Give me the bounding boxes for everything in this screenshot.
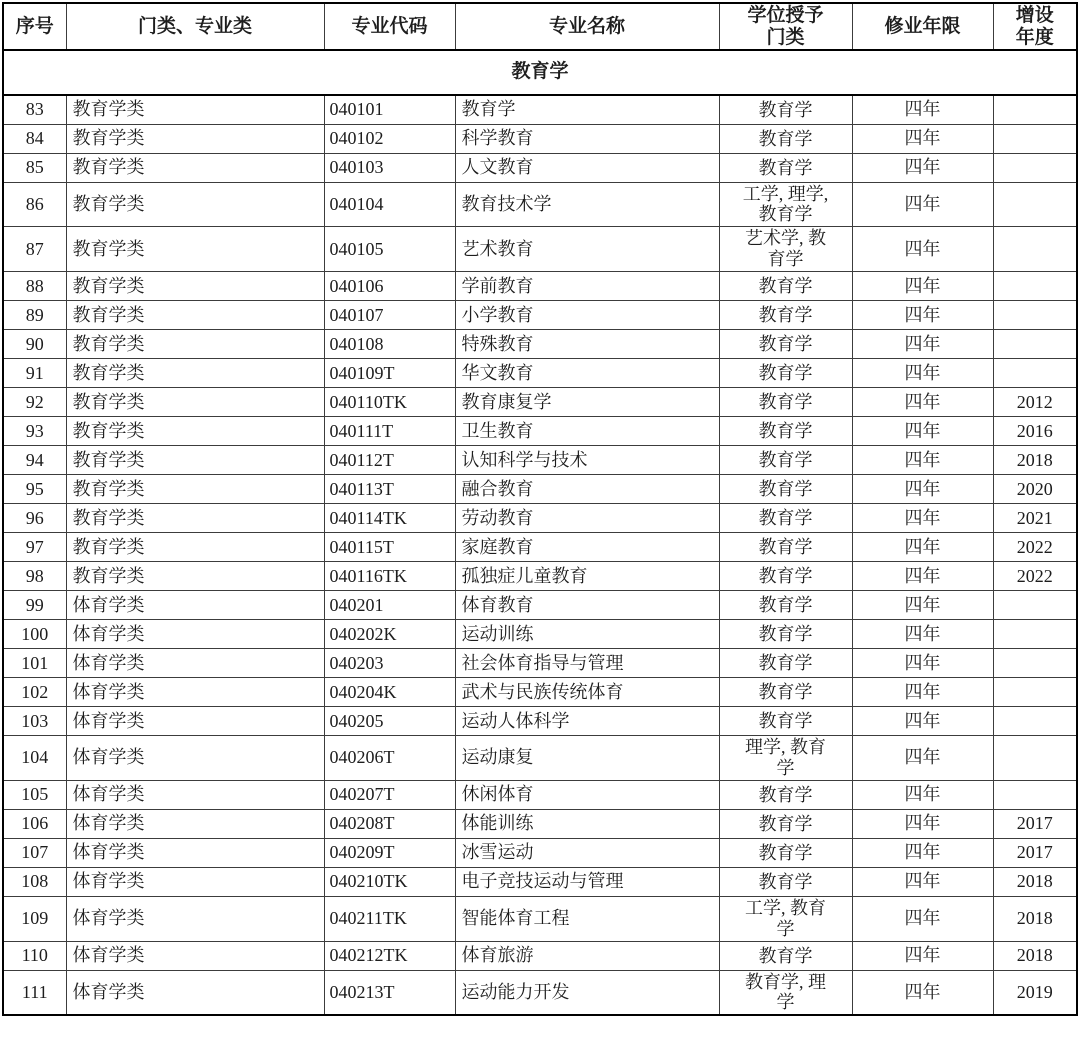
- cell-code: 040206T: [324, 736, 455, 781]
- cell-seq: 99: [3, 591, 66, 620]
- table-row: [3, 591, 1077, 620]
- table-row: [3, 838, 1077, 867]
- cell-duration: 四年: [852, 475, 993, 504]
- cell-major-name: 卫生教育: [455, 417, 719, 446]
- cell-category: 教育学类: [66, 330, 324, 359]
- cell-seq: 86: [3, 182, 66, 227]
- cell-seq: 110: [3, 941, 66, 970]
- cell-degree-category: [719, 475, 852, 504]
- degree-text: 教育学: [758, 537, 813, 558]
- cell-major-name: 孤独症儿童教育: [455, 562, 719, 591]
- table-row: [3, 504, 1077, 533]
- cell-duration: 四年: [852, 736, 993, 781]
- cell-category: 体育学类: [66, 649, 324, 678]
- cell-major-name: 运动能力开发: [455, 970, 719, 1015]
- cell-seq: 108: [3, 867, 66, 896]
- cell-year-added: 2018: [993, 941, 1077, 970]
- cell-major-name: 智能体育工程: [455, 896, 719, 941]
- cell-code: 040204K: [324, 678, 455, 707]
- column-header-degree: [719, 3, 852, 50]
- cell-major-name: 人文教育: [455, 153, 719, 182]
- cell-degree-category: [719, 330, 852, 359]
- cell-degree-category: [719, 707, 852, 736]
- cell-major-name: 体能训练: [455, 809, 719, 838]
- cell-year-added: [993, 678, 1077, 707]
- cell-code: 040202K: [324, 620, 455, 649]
- cell-category: 体育学类: [66, 678, 324, 707]
- cell-category: 体育学类: [66, 780, 324, 809]
- cell-year-added: 2016: [993, 417, 1077, 446]
- cell-year-added: [993, 227, 1077, 272]
- degree-text: 教育学: [758, 421, 813, 442]
- cell-code: 040212TK: [324, 941, 455, 970]
- cell-duration: 四年: [852, 417, 993, 446]
- cell-year-added: 2022: [993, 533, 1077, 562]
- cell-duration: 四年: [852, 504, 993, 533]
- table-body: [3, 50, 1077, 1015]
- cell-category: 教育学类: [66, 388, 324, 417]
- degree-text: 教育学: [758, 711, 813, 732]
- cell-seq: 109: [3, 896, 66, 941]
- cell-code: 040113T: [324, 475, 455, 504]
- cell-category: 体育学类: [66, 591, 324, 620]
- column-header-year-added-label: 增设年度: [1015, 4, 1054, 48]
- cell-code: 040205: [324, 707, 455, 736]
- majors-table: [2, 2, 1078, 1016]
- cell-seq: 98: [3, 562, 66, 591]
- cell-seq: 102: [3, 678, 66, 707]
- cell-major-name: 科学教育: [455, 124, 719, 153]
- cell-degree-category: [719, 153, 852, 182]
- cell-code: 040108: [324, 330, 455, 359]
- cell-category: 教育学类: [66, 124, 324, 153]
- cell-seq: 104: [3, 736, 66, 781]
- degree-text: 教育学: [758, 450, 813, 471]
- cell-seq: 87: [3, 227, 66, 272]
- cell-code: 040102: [324, 124, 455, 153]
- table-row: [3, 896, 1077, 941]
- cell-code: 040208T: [324, 809, 455, 838]
- cell-major-name: 电子竞技运动与管理: [455, 867, 719, 896]
- section-header-row: [3, 50, 1077, 95]
- cell-year-added: 2012: [993, 388, 1077, 417]
- degree-text: 教育学: [758, 566, 813, 587]
- cell-seq: 111: [3, 970, 66, 1015]
- degree-text: 教育学, 理学: [744, 971, 826, 1013]
- cell-degree-category: [719, 562, 852, 591]
- cell-year-added: [993, 182, 1077, 227]
- cell-major-name: 家庭教育: [455, 533, 719, 562]
- degree-text: 教育学: [758, 305, 813, 326]
- cell-category: 教育学类: [66, 301, 324, 330]
- cell-seq: 96: [3, 504, 66, 533]
- cell-degree-category: [719, 809, 852, 838]
- cell-duration: 四年: [852, 95, 993, 124]
- cell-degree-category: [719, 182, 852, 227]
- degree-text: 教育学: [758, 682, 813, 703]
- cell-major-name: 运动训练: [455, 620, 719, 649]
- cell-duration: 四年: [852, 153, 993, 182]
- cell-category: 体育学类: [66, 941, 324, 970]
- table-row: [3, 941, 1077, 970]
- cell-major-name: 融合教育: [455, 475, 719, 504]
- cell-year-added: [993, 591, 1077, 620]
- degree-text: 教育学: [758, 785, 813, 806]
- cell-duration: 四年: [852, 562, 993, 591]
- cell-seq: 107: [3, 838, 66, 867]
- cell-major-name: 社会体育指导与管理: [455, 649, 719, 678]
- cell-year-added: 2017: [993, 838, 1077, 867]
- cell-year-added: 2021: [993, 504, 1077, 533]
- cell-major-name: 运动人体科学: [455, 707, 719, 736]
- cell-seq: 91: [3, 359, 66, 388]
- cell-code: 040112T: [324, 446, 455, 475]
- cell-category: 体育学类: [66, 620, 324, 649]
- cell-major-name: 学前教育: [455, 272, 719, 301]
- cell-duration: 四年: [852, 838, 993, 867]
- cell-year-added: [993, 649, 1077, 678]
- table-row: [3, 562, 1077, 591]
- cell-year-added: [993, 272, 1077, 301]
- table-row: [3, 301, 1077, 330]
- table-row: [3, 153, 1077, 182]
- degree-text: 教育学: [758, 624, 813, 645]
- degree-text: 教育学: [758, 595, 813, 616]
- table-row: [3, 330, 1077, 359]
- cell-year-added: 2020: [993, 475, 1077, 504]
- cell-seq: 106: [3, 809, 66, 838]
- cell-category: 体育学类: [66, 970, 324, 1015]
- cell-major-name: 特殊教育: [455, 330, 719, 359]
- cell-duration: 四年: [852, 533, 993, 562]
- cell-degree-category: [719, 736, 852, 781]
- cell-major-name: 教育康复学: [455, 388, 719, 417]
- cell-year-added: [993, 330, 1077, 359]
- cell-degree-category: [719, 533, 852, 562]
- cell-seq: 93: [3, 417, 66, 446]
- degree-text: 工学, 教育学: [744, 897, 826, 939]
- cell-seq: 85: [3, 153, 66, 182]
- cell-duration: 四年: [852, 970, 993, 1015]
- table-row: [3, 95, 1077, 124]
- cell-major-name: 艺术教育: [455, 227, 719, 272]
- degree-text: 艺术学, 教育学: [744, 228, 826, 270]
- cell-major-name: 华文教育: [455, 359, 719, 388]
- cell-degree-category: [719, 780, 852, 809]
- cell-duration: 四年: [852, 867, 993, 896]
- cell-duration: 四年: [852, 649, 993, 678]
- column-header-code: [324, 3, 455, 50]
- degree-text: 理学, 教育学: [744, 737, 826, 778]
- cell-code: 040105: [324, 227, 455, 272]
- degree-text: 教育学: [758, 479, 813, 500]
- cell-duration: 四年: [852, 330, 993, 359]
- cell-category: 教育学类: [66, 153, 324, 182]
- cell-year-added: 2018: [993, 867, 1077, 896]
- cell-major-name: 小学教育: [455, 301, 719, 330]
- cell-code: 040107: [324, 301, 455, 330]
- cell-major-name: 武术与民族传统体育: [455, 678, 719, 707]
- cell-code: 040101: [324, 95, 455, 124]
- cell-code: 040210TK: [324, 867, 455, 896]
- table-row: [3, 124, 1077, 153]
- cell-degree-category: [719, 301, 852, 330]
- cell-year-added: [993, 707, 1077, 736]
- cell-year-added: [993, 153, 1077, 182]
- cell-major-name: 认知科学与技术: [455, 446, 719, 475]
- cell-category: 教育学类: [66, 417, 324, 446]
- cell-year-added: 2017: [993, 809, 1077, 838]
- cell-seq: 88: [3, 272, 66, 301]
- cell-seq: 97: [3, 533, 66, 562]
- cell-year-added: [993, 301, 1077, 330]
- cell-category: 体育学类: [66, 896, 324, 941]
- cell-category: 教育学类: [66, 359, 324, 388]
- cell-seq: 101: [3, 649, 66, 678]
- table-row: [3, 736, 1077, 781]
- cell-category: 教育学类: [66, 446, 324, 475]
- cell-degree-category: [719, 227, 852, 272]
- degree-text: 教育学: [758, 392, 813, 413]
- cell-degree-category: [719, 95, 852, 124]
- cell-duration: 四年: [852, 124, 993, 153]
- cell-duration: 四年: [852, 941, 993, 970]
- cell-year-added: [993, 780, 1077, 809]
- cell-duration: 四年: [852, 388, 993, 417]
- table-row: [3, 970, 1077, 1015]
- cell-duration: 四年: [852, 446, 993, 475]
- cell-code: 040114TK: [324, 504, 455, 533]
- cell-degree-category: [719, 620, 852, 649]
- cell-major-name: 体育旅游: [455, 941, 719, 970]
- cell-seq: 94: [3, 446, 66, 475]
- cell-code: 040207T: [324, 780, 455, 809]
- cell-code: 040104: [324, 182, 455, 227]
- cell-degree-category: [719, 359, 852, 388]
- cell-year-added: [993, 124, 1077, 153]
- cell-code: 040209T: [324, 838, 455, 867]
- table-row: [3, 620, 1077, 649]
- cell-duration: 四年: [852, 301, 993, 330]
- cell-seq: 105: [3, 780, 66, 809]
- cell-major-name: 休闲体育: [455, 780, 719, 809]
- cell-major-name: 劳动教育: [455, 504, 719, 533]
- section-header: 教育学: [3, 50, 1077, 95]
- degree-text: 教育学: [758, 276, 813, 297]
- cell-duration: 四年: [852, 678, 993, 707]
- degree-text: 教育学: [758, 653, 813, 674]
- table-row: [3, 182, 1077, 227]
- degree-text: 教育学: [758, 872, 813, 893]
- cell-degree-category: [719, 838, 852, 867]
- cell-degree-category: [719, 272, 852, 301]
- cell-degree-category: [719, 591, 852, 620]
- cell-major-name: 运动康复: [455, 736, 719, 781]
- cell-degree-category: [719, 388, 852, 417]
- cell-major-name: 冰雪运动: [455, 838, 719, 867]
- cell-duration: 四年: [852, 707, 993, 736]
- cell-seq: 83: [3, 95, 66, 124]
- cell-code: 040111T: [324, 417, 455, 446]
- degree-text: 教育学: [758, 945, 813, 966]
- cell-major-name: 体育教育: [455, 591, 719, 620]
- cell-seq: 92: [3, 388, 66, 417]
- cell-code: 040211TK: [324, 896, 455, 941]
- table-header-row: [3, 3, 1077, 50]
- table-row: [3, 446, 1077, 475]
- column-header-degree-label: 学位授予门类: [747, 4, 824, 48]
- cell-degree-category: [719, 446, 852, 475]
- cell-seq: 84: [3, 124, 66, 153]
- cell-seq: 100: [3, 620, 66, 649]
- table-row: [3, 780, 1077, 809]
- cell-duration: 四年: [852, 780, 993, 809]
- table-row: [3, 809, 1077, 838]
- column-header-seq-label: 序号: [15, 15, 54, 37]
- column-header-duration: [852, 3, 993, 50]
- cell-code: 040213T: [324, 970, 455, 1015]
- cell-degree-category: [719, 941, 852, 970]
- cell-year-added: [993, 359, 1077, 388]
- column-header-major-name-label: 专业名称: [548, 15, 625, 37]
- cell-category: 教育学类: [66, 95, 324, 124]
- cell-category: 教育学类: [66, 533, 324, 562]
- cell-degree-category: [719, 504, 852, 533]
- cell-year-added: 2022: [993, 562, 1077, 591]
- table-row: [3, 867, 1077, 896]
- table-row: [3, 227, 1077, 272]
- table-row: [3, 649, 1077, 678]
- cell-category: 体育学类: [66, 736, 324, 781]
- column-header-major-name: [455, 3, 719, 50]
- degree-text: 教育学: [758, 843, 813, 864]
- cell-category: 体育学类: [66, 838, 324, 867]
- table-row: [3, 707, 1077, 736]
- cell-duration: 四年: [852, 272, 993, 301]
- cell-year-added: [993, 95, 1077, 124]
- cell-major-name: 教育学: [455, 95, 719, 124]
- column-header-seq: [3, 3, 66, 50]
- cell-code: 040115T: [324, 533, 455, 562]
- column-header-category-label: 门类、专业类: [137, 15, 252, 37]
- cell-code: 040103: [324, 153, 455, 182]
- cell-duration: 四年: [852, 809, 993, 838]
- cell-year-added: 2018: [993, 896, 1077, 941]
- cell-year-added: 2019: [993, 970, 1077, 1015]
- cell-degree-category: [719, 896, 852, 941]
- table-row: [3, 475, 1077, 504]
- degree-text: 教育学: [758, 100, 813, 121]
- cell-duration: 四年: [852, 591, 993, 620]
- cell-duration: 四年: [852, 182, 993, 227]
- cell-category: 体育学类: [66, 707, 324, 736]
- degree-text: 教育学: [758, 128, 813, 149]
- table-row: [3, 417, 1077, 446]
- table-row: [3, 272, 1077, 301]
- column-header-category: [66, 3, 324, 50]
- cell-category: 体育学类: [66, 867, 324, 896]
- cell-seq: 90: [3, 330, 66, 359]
- table-row: [3, 359, 1077, 388]
- cell-year-added: 2018: [993, 446, 1077, 475]
- cell-duration: 四年: [852, 359, 993, 388]
- cell-major-name: 教育技术学: [455, 182, 719, 227]
- cell-seq: 89: [3, 301, 66, 330]
- cell-category: 教育学类: [66, 562, 324, 591]
- degree-text: 工学, 理学, 教育学: [742, 183, 829, 225]
- cell-code: 040106: [324, 272, 455, 301]
- degree-text: 教育学: [758, 814, 813, 835]
- cell-code: 040201: [324, 591, 455, 620]
- degree-text: 教育学: [758, 363, 813, 384]
- cell-code: 040110TK: [324, 388, 455, 417]
- degree-text: 教育学: [758, 508, 813, 529]
- cell-category: 教育学类: [66, 504, 324, 533]
- column-header-year-added: [993, 3, 1077, 50]
- table-row: [3, 678, 1077, 707]
- cell-year-added: [993, 620, 1077, 649]
- degree-text: 教育学: [758, 157, 813, 178]
- cell-code: 040109T: [324, 359, 455, 388]
- table-row: [3, 388, 1077, 417]
- cell-degree-category: [719, 124, 852, 153]
- cell-degree-category: [719, 970, 852, 1015]
- cell-degree-category: [719, 417, 852, 446]
- cell-category: 教育学类: [66, 475, 324, 504]
- cell-degree-category: [719, 678, 852, 707]
- cell-year-added: [993, 736, 1077, 781]
- cell-duration: 四年: [852, 227, 993, 272]
- cell-category: 教育学类: [66, 272, 324, 301]
- cell-category: 体育学类: [66, 809, 324, 838]
- cell-seq: 103: [3, 707, 66, 736]
- cell-duration: 四年: [852, 896, 993, 941]
- cell-degree-category: [719, 867, 852, 896]
- cell-code: 040203: [324, 649, 455, 678]
- cell-seq: 95: [3, 475, 66, 504]
- degree-text: 教育学: [758, 334, 813, 355]
- cell-category: 教育学类: [66, 227, 324, 272]
- cell-category: 教育学类: [66, 182, 324, 227]
- document-page: [0, 2, 1080, 1038]
- cell-code: 040116TK: [324, 562, 455, 591]
- table-row: [3, 533, 1077, 562]
- cell-degree-category: [719, 649, 852, 678]
- column-header-duration-label: 修业年限: [884, 15, 961, 37]
- column-header-code-label: 专业代码: [351, 15, 428, 37]
- cell-duration: 四年: [852, 620, 993, 649]
